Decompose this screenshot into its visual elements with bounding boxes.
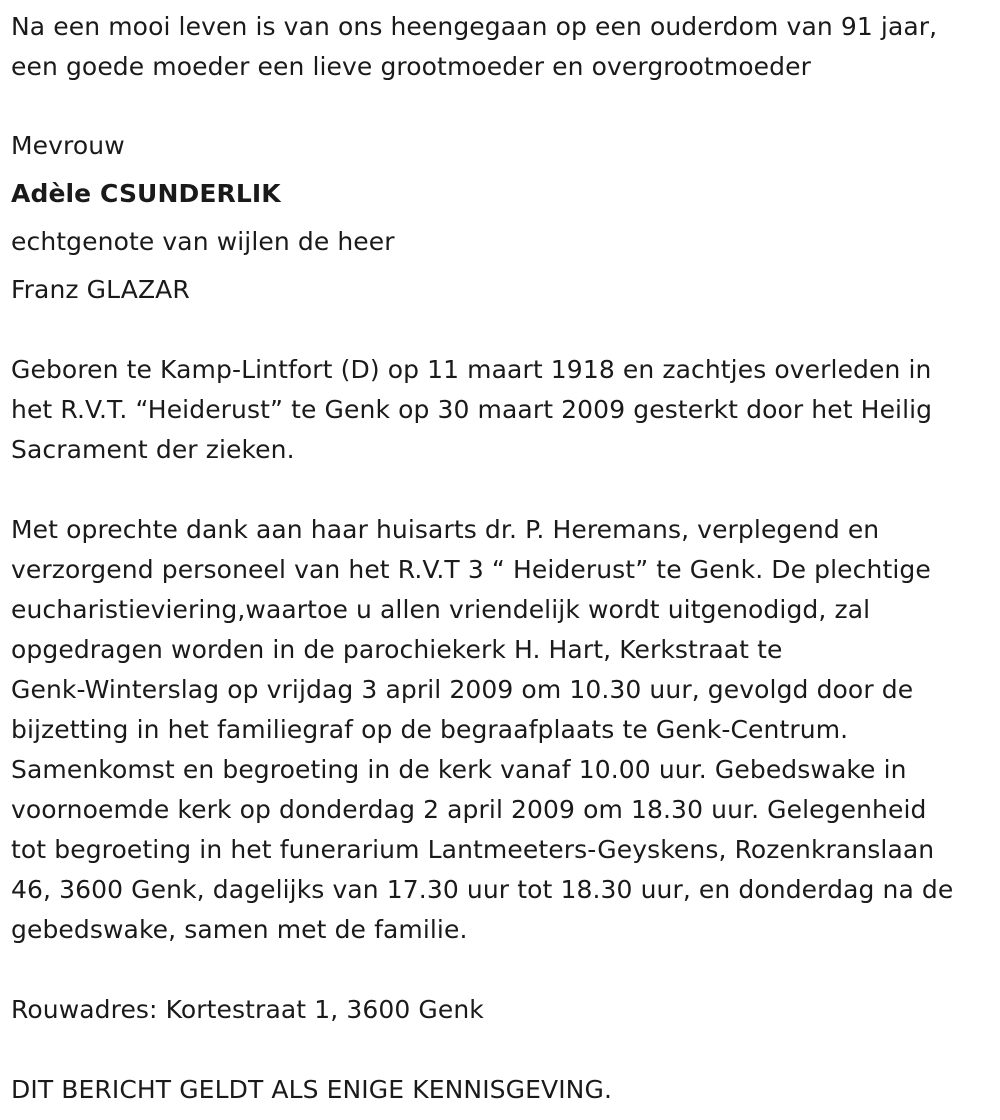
ceremony-line-2: verzorgend personeel van het R.V.T 3 “ Heiderust” te Genk. De plechtige (11, 555, 931, 584)
closing-statement: DIT BERICHT GELDT ALS ENIGE KENNISGEVING. (11, 1075, 612, 1104)
intro-line-2: een goede moeder een lieve grootmoeder en overgrootmoeder (11, 52, 811, 81)
spouse-line-2: Franz GLAZAR (11, 275, 190, 304)
ceremony-line-5: Genk-Winterslag op vrijdag 3 april 2009 om 10.30 uur, gevolgd door de (11, 675, 914, 704)
spouse-line-1: echtgenote van wijlen de heer (11, 227, 395, 256)
ceremony-line-1: Met oprechte dank aan haar huisarts dr. P. Heremans, verplegend en (11, 515, 880, 544)
birth-death-line-2: het R.V.T. “Heiderust” te Genk op 30 maart 2009 gesterkt door het Heilig (11, 395, 933, 424)
ceremony-line-8: voornoemde kerk op donderdag 2 april 2009 om 18.30 uur. Gelegenheid (11, 795, 927, 824)
salutation: Mevrouw (11, 131, 125, 160)
ceremony-line-9: tot begroeting in het funerarium Lantmeeters-Geyskens, Rozenkranslaan (11, 835, 935, 864)
ceremony-line-11: gebedswake, samen met de familie. (11, 915, 468, 944)
deceased-name: Adèle CSUNDERLIK (11, 179, 281, 208)
birth-death-line-3: Sacrament der zieken. (11, 435, 295, 464)
ceremony-line-10: 46, 3600 Genk, dagelijks van 17.30 uur tot 18.30 uur, en donderdag na de (11, 875, 954, 904)
ceremony-line-7: Samenkomst en begroeting in de kerk vanaf 10.00 uur. Gebedswake in (11, 755, 907, 784)
intro-line-1: Na een mooi leven is van ons heengegaan op een ouderdom van 91 jaar, (11, 12, 938, 41)
birth-death-line-1: Geboren te Kamp-Lintfort (D) op 11 maart 1918 en zachtjes overleden in (11, 355, 932, 384)
mourning-address: Rouwadres: Kortestraat 1, 3600 Genk (11, 995, 484, 1024)
ceremony-line-4: opgedragen worden in de parochiekerk H. Hart, Kerkstraat te (11, 635, 783, 664)
ceremony-line-6: bijzetting in het familiegraf op de begraafplaats te Genk-Centrum. (11, 715, 849, 744)
ceremony-line-3: eucharistieviering,waartoe u allen vriendelijk wordt uitgenodigd, zal (11, 595, 871, 624)
